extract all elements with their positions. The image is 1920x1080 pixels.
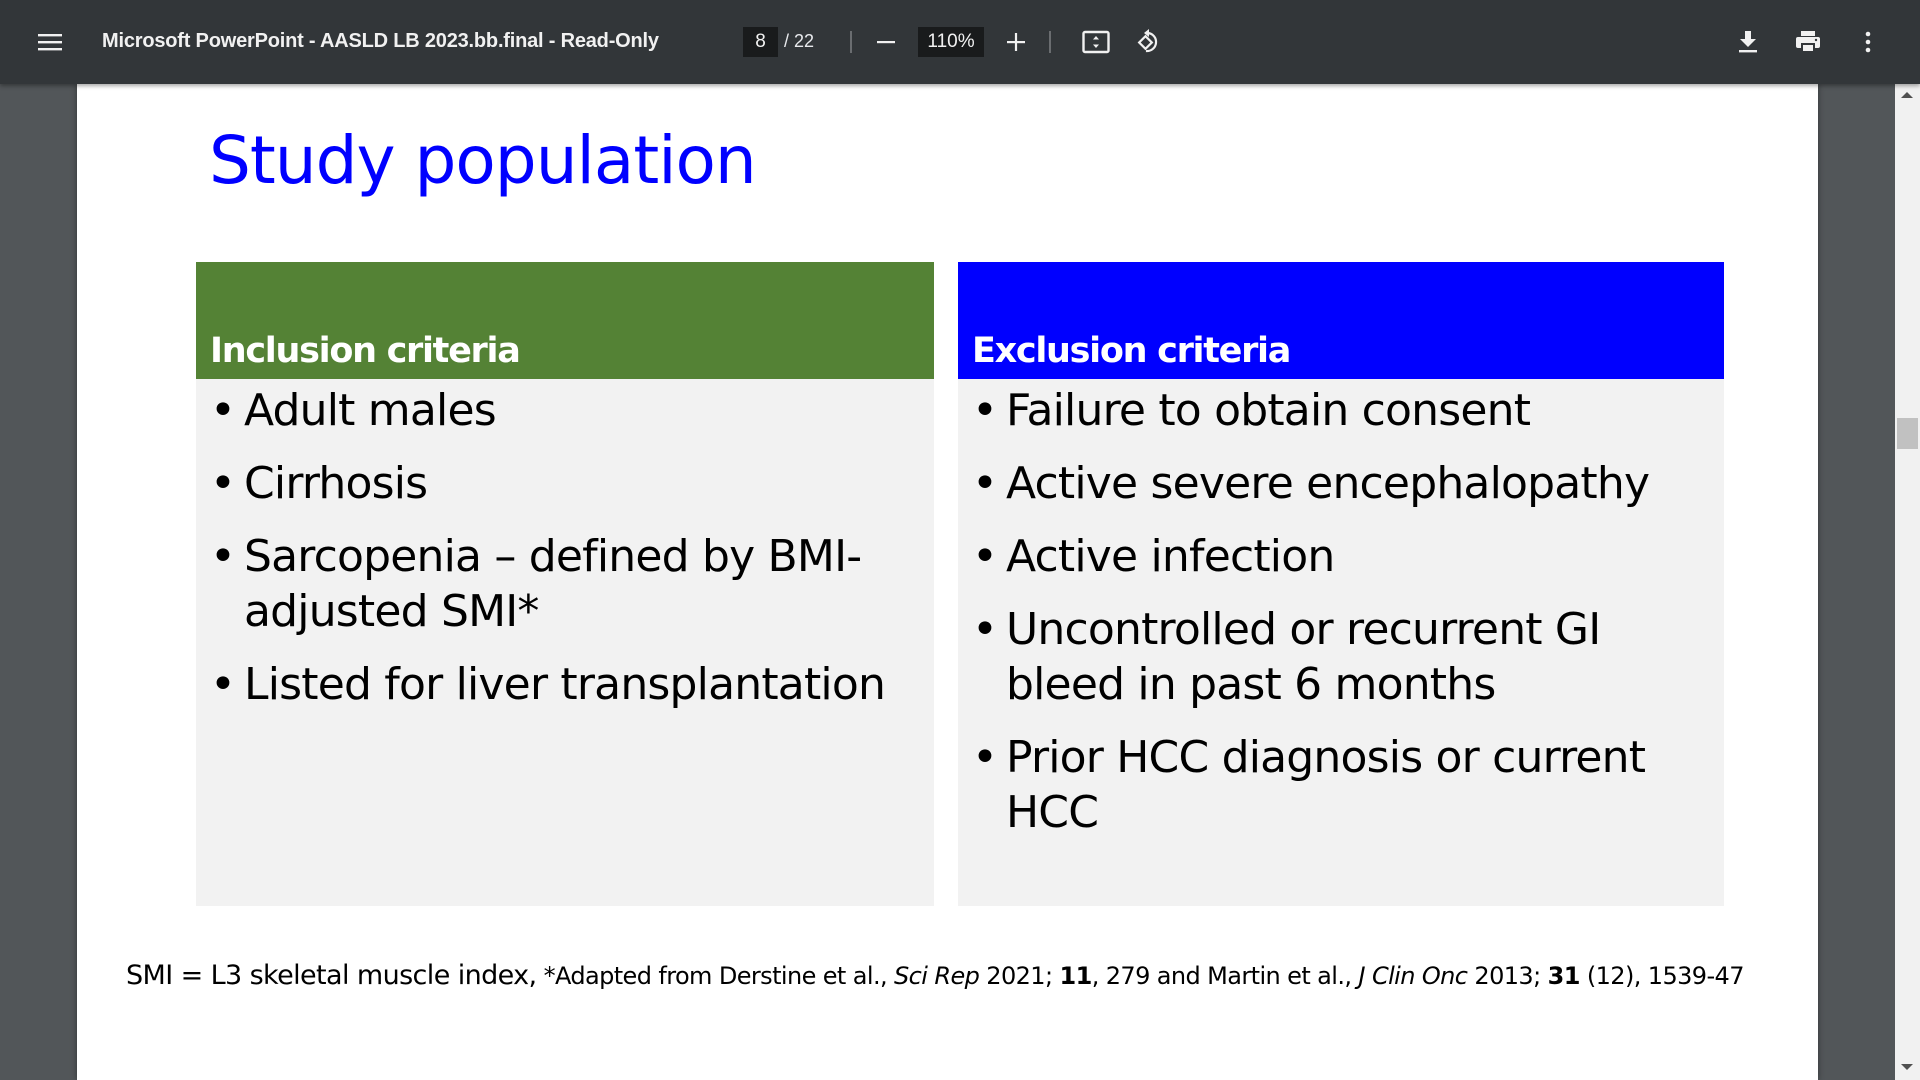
- list-item: • Adult males: [210, 383, 922, 438]
- page-number-input[interactable]: 8: [743, 27, 778, 57]
- inclusion-criteria-heading: Inclusion criteria: [210, 331, 520, 371]
- exclusion-criteria-header: [958, 262, 1724, 379]
- list-item: • Prior HCC diagnosis or current HCC: [972, 730, 1712, 840]
- fit-to-page-icon: [1082, 30, 1110, 54]
- slide-footnote: [126, 960, 1744, 991]
- exclusion-criteria-heading: Exclusion criteria: [972, 331, 1291, 371]
- rotate-button[interactable]: [1130, 22, 1170, 62]
- download-button[interactable]: [1728, 22, 1768, 62]
- fit-to-page-button[interactable]: [1076, 22, 1116, 62]
- vertical-scrollbar[interactable]: [1895, 84, 1920, 1080]
- page-total: / 22: [784, 31, 815, 51]
- list-item: • Uncontrolled or recurrent GI bleed in past 6 months: [972, 602, 1712, 712]
- scrollbar-thumb[interactable]: [1897, 418, 1918, 449]
- menu-button[interactable]: [30, 22, 70, 62]
- list-item: • Active severe encephalopathy: [972, 456, 1712, 511]
- footnote-abbreviation: SMI = L3 skeletal muscle index,: [126, 960, 537, 991]
- exclusion-criteria-card: [958, 262, 1724, 906]
- list-item: • Sarcopenia – defined by BMI-adjusted SMI*: [210, 529, 922, 639]
- minus-icon: [876, 32, 896, 52]
- print-button[interactable]: [1788, 22, 1828, 62]
- zoom-level-input[interactable]: 110%: [918, 27, 984, 57]
- scroll-up-arrow-icon[interactable]: [1901, 92, 1913, 98]
- scroll-down-arrow-icon[interactable]: [1901, 1064, 1913, 1070]
- more-vertical-icon: [1864, 31, 1872, 53]
- zoom-in-button[interactable]: [996, 22, 1036, 62]
- exclusion-criteria-list: [958, 379, 1724, 840]
- toolbar-divider: [1049, 31, 1051, 53]
- rotate-counterclockwise-icon: [1136, 28, 1164, 56]
- toolbar-divider: [850, 31, 852, 53]
- list-item: • Cirrhosis: [210, 456, 922, 511]
- inclusion-criteria-card: [196, 262, 934, 906]
- zoom-out-button[interactable]: [866, 22, 906, 62]
- list-item: • Failure to obtain consent: [972, 383, 1712, 438]
- more-actions-button[interactable]: [1848, 22, 1888, 62]
- inclusion-criteria-header: [196, 262, 934, 379]
- plus-icon: [1006, 32, 1026, 52]
- hamburger-menu-icon: [38, 32, 62, 52]
- pdf-toolbar: [0, 0, 1920, 84]
- list-item: • Listed for liver transplantation: [210, 657, 922, 712]
- inclusion-criteria-list: [196, 379, 934, 712]
- document-title: Microsoft PowerPoint - AASLD LB 2023.bb.final - Read-Only: [102, 30, 659, 52]
- document-viewer[interactable]: [0, 84, 1895, 1080]
- slide-title: Study population: [209, 122, 756, 199]
- footnote-citation: *Adapted from Derstine et al., Sci Rep 2021; 11, 279 and Martin et al., J Clin Onc 2013; 31 (12), 1539-47: [536, 962, 1744, 990]
- pdf-page: [77, 84, 1818, 1080]
- print-icon: [1795, 30, 1821, 54]
- list-item: • Active infection: [972, 529, 1712, 584]
- download-icon: [1738, 30, 1758, 54]
